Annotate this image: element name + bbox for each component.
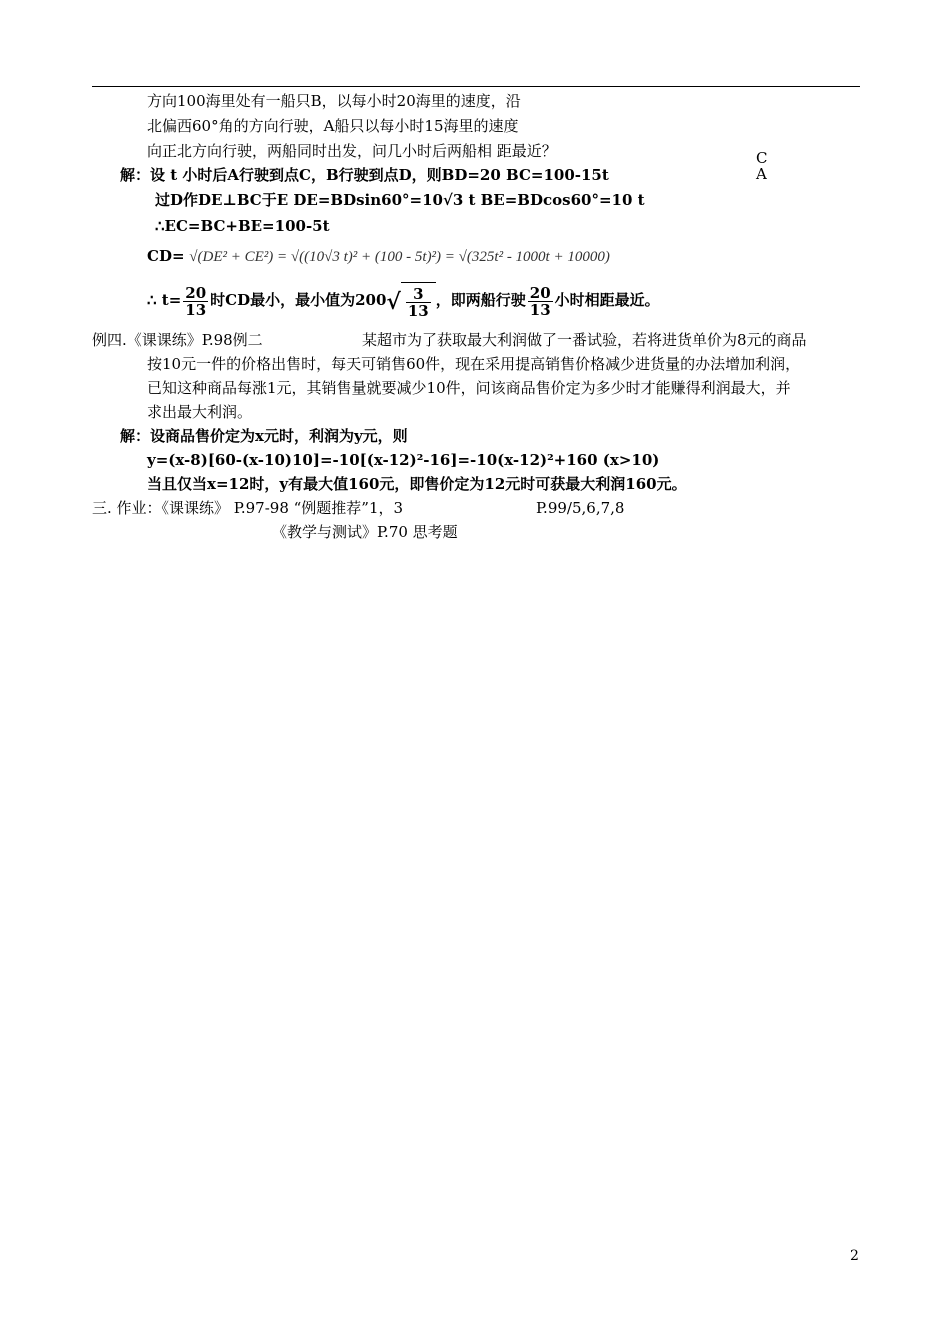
cd-formula: √(DE² + CE²) = √((10√3 t)² + (100 - 5t)²) = √(325t² - 1000t + 10000) xyxy=(189,249,610,265)
conclusion-part-c: ，即两船行驶 xyxy=(435,291,526,309)
sqrt-denominator: 13 xyxy=(407,301,429,320)
problem-line-2: 北偏西60°角的方向行驶，A船只以每小时15海里的速度 xyxy=(147,117,519,135)
diagram-label-a: A xyxy=(756,165,767,183)
fraction-20-13-second xyxy=(528,285,553,318)
cd-prefix: CD= xyxy=(147,247,185,265)
solution2-line-1: 解：设商品售价定为x元时，利润为y元，则 xyxy=(120,427,408,445)
example4-text-2: 按10元一件的价格出售时，每天可销售60件，现在采用提高销售价格减少进货量的办法增加利润， xyxy=(147,355,801,373)
problem-line-1: 方向100海里处有一船只B，以每小时20海里的速度，沿 xyxy=(147,92,521,110)
homework-line-1: 三. 作业：《课课练》 P.97-98 “例题推荐”1，3 xyxy=(92,499,404,517)
header-rule xyxy=(92,86,860,87)
problem-line-3: 向正北方向行驶，两船同时出发，问几小时后两船相 距最近？ xyxy=(147,142,557,160)
fraction-denominator: 13 xyxy=(529,300,551,319)
fraction-numerator: 20 xyxy=(529,283,551,302)
solution1-conclusion xyxy=(147,282,660,320)
fraction-numerator: 20 xyxy=(185,283,207,302)
fraction-20-13 xyxy=(183,285,208,318)
conclusion-part-b: 时CD最小，最小值为200 xyxy=(210,291,387,309)
example4-heading: 例四.《课课练》P.98例二 xyxy=(92,331,263,349)
solution2-line-2: y=(x-8)[60-(x-10)10]=-10[(x-12)²-16]=-10(x-12)²+160 (x>10) xyxy=(147,451,660,469)
diagram-label-c: C xyxy=(756,149,768,167)
solution1-line-1: 解：设 t 小时后A行驶到点C，B行驶到点D，则BD=20 BC=100-15t xyxy=(120,166,609,184)
cd-formula-line xyxy=(147,246,610,267)
solution1-line-3: ∴EC=BC+BE=100-5t xyxy=(155,217,330,235)
example4-text-1: 某超市为了获取最大利润做了一番试验，若将进货单价为8元的商品 xyxy=(362,331,807,349)
example4-text-4: 求出最大利润。 xyxy=(147,403,253,421)
fraction-denominator: 13 xyxy=(185,300,207,319)
example4-text-3: 已知这种商品每涨1元，其销售量就要减少10件，问该商品售价定为多少时才能赚得利润最大，并 xyxy=(147,379,791,397)
page-number: 2 xyxy=(850,1248,859,1264)
conclusion-part-d: 小时相距最近。 xyxy=(554,291,660,309)
solution2-line-3: 当且仅当x=12时，y有最大值160元，即售价定为12元时可获最大利润160元。 xyxy=(147,475,687,493)
homework-line-2: 《教学与测试》P.70 思考题 xyxy=(272,523,458,541)
conclusion-part-a: ∴ t= xyxy=(147,291,182,309)
sqrt-fraction-inner xyxy=(406,286,431,319)
solution1-line-2: 过D作DE⊥BC于E DE=BDsin60°=10√3 t BE=BDcos60°=10 t xyxy=(155,191,645,209)
sqrt-fraction: √ $\frac{3}{13}$ xyxy=(386,282,435,320)
homework-line-1b: P.99/5,6,7,8 xyxy=(536,499,625,517)
sqrt-numerator: 3 xyxy=(406,286,431,303)
